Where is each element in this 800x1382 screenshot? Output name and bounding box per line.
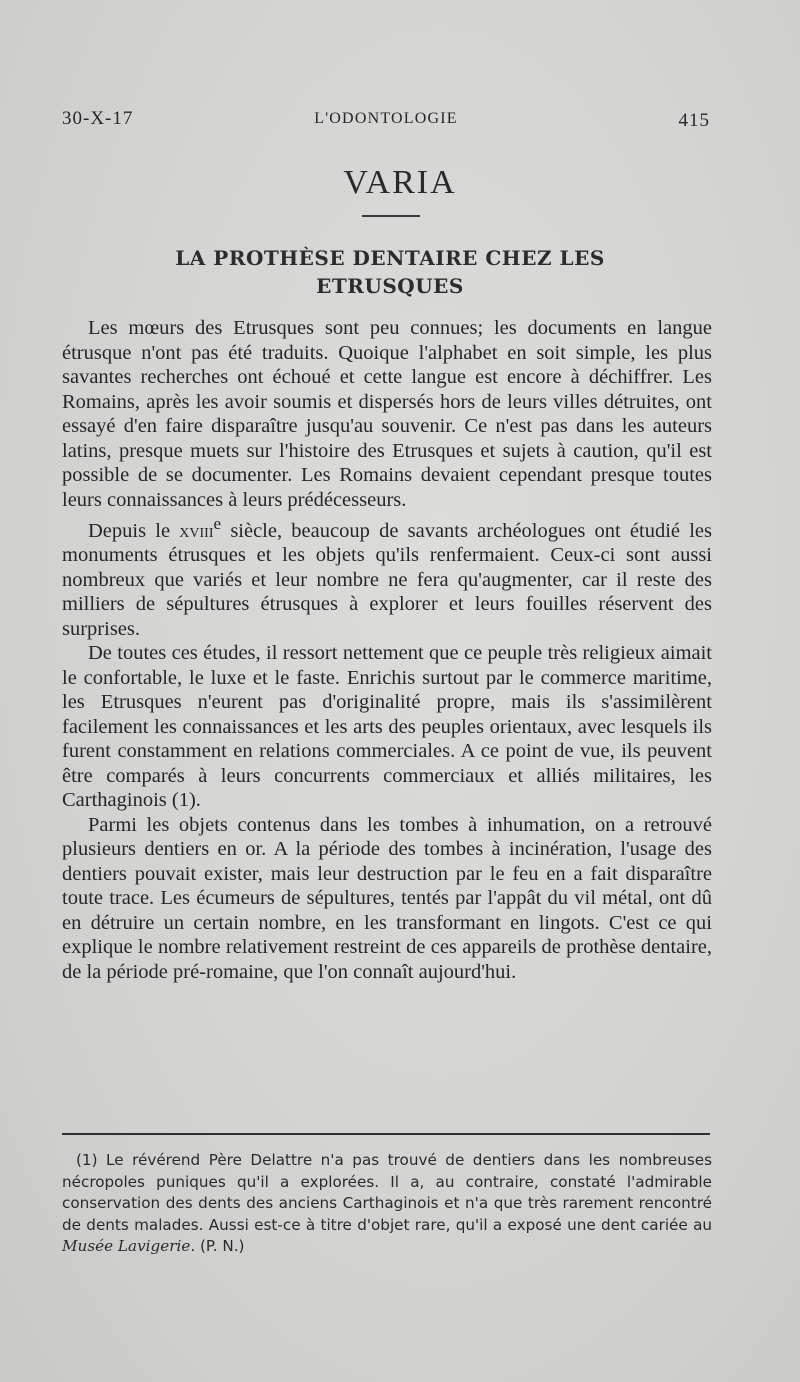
- paragraph-2: [62, 512, 712, 641]
- paragraph-1: Les mœurs des Etrusques sont peu connues; les documents en langue étrusque n'ont pas été traduits. Quoique l'alphabet en soit simple, les plus savantes recherches ont échoué et cette langue est encore à déchiffrer. Les Romains, après les avoir soumis et dispersés hors de leurs villes détruites, ont essayé d'en faire disparaître jusqu'au souvenir. Ce n'est pas dans les auteurs latins, presque muets sur l'histoire des Etrusques et sujets à caution, qu'il est possible de se documenter. Les Romains devaient cependant presque toutes leurs connaissances à leurs prédécesseurs.: [62, 317, 712, 511]
- century-superscript: e: [213, 514, 222, 533]
- footnote-text: [62, 1150, 712, 1258]
- footnote-end: . (P. N.): [190, 1237, 245, 1255]
- paragraph-4: Parmi les objets contenus dans les tombes à inhumation, on a retrouvé plusieurs dentiers en or. A la période des tombes à incinération, l'usage des dentiers pouvait exister, mais leur destruction par le feu en a fait disparaître toute trace. Les écumeurs de sépultures, tentés par l'appât du vil métal, ont dû en détruire un certain nombre, en les transformant en lingots. C'est ce qui explique le nombre relativement restreint de ces appareils de prothèse dentaire, de la période pré-romaine, que l'on connaît aujourd'hui.: [62, 813, 712, 983]
- footnote: [62, 1150, 712, 1258]
- header-date: 30-X-17: [62, 108, 134, 129]
- article-title: LA PROTHÈSE DENTAIRE CHEZ LES ETRUSQUES: [175, 246, 605, 298]
- header-journal-title: L'ODONTOLOGIE: [314, 110, 458, 127]
- paragraph-3: De toutes ces études, il ressort nettement que ce peuple très religieux aimait le confortable, le luxe et le faste. Enrichis surtout par le commerce maritime, les Etrusques n'eurent pas d'originalité propre, mais ils s'assimilèrent facilement les connaissances et les arts des peuples orientaux, avec lesquels ils furent constamment en relations commerciales. A ce point de vue, ils peuvent être comparés à leurs concurrents commerciaux et alliés militaires, les Carthaginois (1).: [62, 642, 712, 812]
- title-divider: [362, 215, 420, 217]
- paragraph-2-rest: siècle, beaucoup de savants archéologues ont étudié les monuments étrusques et les objets qu'ils renfermaient. Ceux-ci sont aussi nombreux que variés et leur nombre ne fera qu'augmenter, car il reste des milliers de sépultures étrusques à explorer et leurs fouilles réservent des surprises.: [62, 519, 712, 640]
- section-title: VARIA: [343, 164, 457, 201]
- museum-name: Musée Lavigerie: [62, 1237, 191, 1255]
- header-page-number: 415: [678, 110, 710, 131]
- paragraph-2-start: Depuis le: [88, 519, 180, 542]
- footnote-body: (1) Le révérend Père Delattre n'a pas trouvé de dentiers dans les nombreuses nécropoles puniques qu'il a explorées. Il a, au contraire, constaté l'admirable conservation des dents des anciens Carthaginois et n'a que très rarement rencontré de dents malades. Aussi est-ce à titre d'objet rare, qu'il a exposé une dent cariée au: [62, 1151, 712, 1234]
- century-numeral: xviii: [179, 519, 214, 542]
- article-body: [62, 316, 712, 984]
- footnote-divider: [62, 1133, 710, 1135]
- running-head: [62, 108, 710, 134]
